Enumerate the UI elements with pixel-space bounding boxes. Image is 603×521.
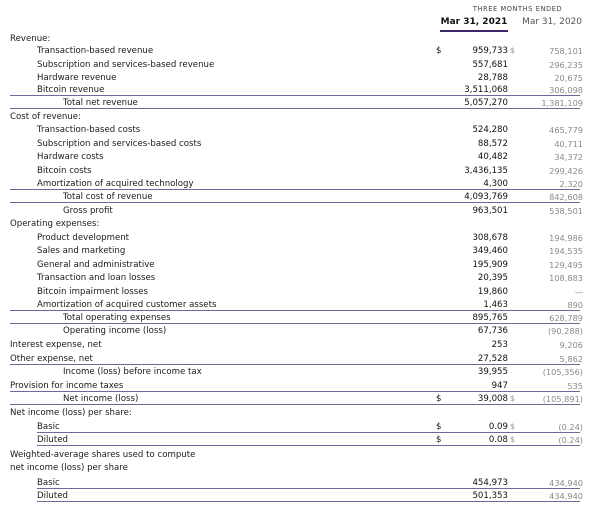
- period-title: THREE MONTHS ENDED: [472, 5, 563, 13]
- row-label: Diluted: [37, 435, 68, 445]
- divider-line: [37, 445, 580, 446]
- row-label: Amortization of acquired customer assets: [37, 300, 217, 310]
- currency-symbol: $: [436, 394, 442, 404]
- value-prior: (90,288): [547, 326, 583, 336]
- value-current: 39,955: [477, 367, 508, 377]
- currency-symbol-prior: $: [510, 422, 516, 431]
- statement-row: [0, 45, 603, 57]
- divider-line: [37, 432, 580, 433]
- row-label: Bitcoin impairment losses: [37, 287, 149, 297]
- statement-row: [0, 59, 603, 71]
- currency-symbol-prior: $: [510, 394, 516, 403]
- statement-row: [0, 449, 603, 461]
- divider-line: [10, 189, 580, 190]
- value-prior: (0.24): [558, 422, 583, 432]
- row-label: Transaction-based costs: [37, 125, 141, 135]
- divider-line: [10, 95, 580, 96]
- row-label: Provision for income taxes: [10, 381, 124, 391]
- value-prior: (0.24): [558, 435, 583, 445]
- value-prior: 434,940: [549, 491, 583, 501]
- statement-row: [0, 151, 603, 163]
- row-label: net income (loss) per share: [10, 463, 128, 473]
- value-prior: (105,891): [542, 394, 583, 404]
- value-current: 0.09: [488, 422, 508, 432]
- row-label: Total net revenue: [63, 98, 138, 108]
- statement-row: [0, 245, 603, 257]
- value-prior: 5,862: [559, 354, 583, 364]
- currency-symbol: $: [436, 435, 442, 445]
- value-current: 28,788: [477, 73, 508, 83]
- row-label: Subscription and services-based costs: [37, 139, 202, 149]
- value-prior: 299,426: [549, 166, 583, 176]
- divider-line: [37, 501, 580, 502]
- row-label: Bitcoin costs: [37, 166, 92, 176]
- row-label: Transaction and loan losses: [37, 273, 156, 283]
- statement-row: [0, 325, 603, 337]
- value-prior: 434,940: [549, 478, 583, 488]
- value-current: 557,681: [472, 60, 508, 70]
- value-current: 5,057,270: [464, 98, 508, 108]
- value-current: 947: [491, 381, 508, 391]
- row-label: Sales and marketing: [37, 246, 126, 256]
- divider-line: [10, 108, 580, 109]
- row-label: Operating income (loss): [63, 326, 167, 336]
- value-prior: 129,495: [549, 260, 583, 270]
- row-label: Other expense, net: [10, 354, 93, 364]
- statement-row: [0, 124, 603, 136]
- statement-row: [0, 462, 603, 474]
- column-header-prior: Mar 31, 2020: [522, 17, 582, 27]
- value-prior: 2,320: [559, 179, 583, 189]
- value-prior: 194,535: [549, 246, 583, 256]
- value-prior: —: [574, 287, 583, 297]
- row-label: Amortization of acquired technology: [37, 179, 194, 189]
- value-current: 501,353: [472, 491, 508, 501]
- row-label: Hardware revenue: [37, 73, 117, 83]
- divider-line: [10, 323, 580, 324]
- currency-symbol: $: [436, 422, 442, 432]
- divider-line: [10, 364, 580, 365]
- value-prior: 108,883: [549, 273, 583, 283]
- value-prior: 758,101: [549, 46, 583, 56]
- value-prior: 535: [567, 381, 583, 391]
- statement-row: [0, 138, 603, 150]
- value-current: 253: [491, 340, 508, 350]
- statement-row: [0, 259, 603, 271]
- row-label: Revenue:: [10, 34, 51, 44]
- statement-row: [0, 165, 603, 177]
- row-label: Total cost of revenue: [63, 192, 153, 202]
- value-current: 4,300: [483, 179, 508, 189]
- row-label: Net income (loss) per share:: [10, 408, 132, 418]
- value-current: 39,008: [477, 394, 508, 404]
- divider-line: [10, 310, 580, 311]
- row-label: Income (loss) before income tax: [63, 367, 202, 377]
- value-prior: 20,675: [554, 73, 583, 83]
- value-current: 88,572: [477, 139, 508, 149]
- statement-row: [0, 339, 603, 351]
- value-current: 3,511,068: [464, 85, 508, 95]
- value-prior: 538,501: [549, 206, 583, 216]
- value-current: 67,736: [477, 326, 508, 336]
- row-label: Subscription and services-based revenue: [37, 60, 215, 70]
- statement-row: [0, 72, 603, 84]
- row-label: General and administrative: [37, 260, 155, 270]
- value-prior: 34,372: [554, 152, 583, 162]
- statement-row: [0, 111, 603, 123]
- statement-row: [0, 218, 603, 230]
- currency-symbol-prior: $: [510, 46, 516, 55]
- value-prior: 40,711: [554, 139, 583, 149]
- row-label: Net income (loss): [63, 394, 139, 404]
- value-current: 895,765: [472, 313, 508, 323]
- row-label: Total operating expenses: [63, 313, 171, 323]
- currency-symbol: $: [436, 46, 442, 56]
- value-current: 454,973: [472, 478, 508, 488]
- row-label: Weighted-average shares used to compute: [10, 450, 196, 460]
- value-prior: 194,986: [549, 233, 583, 243]
- value-prior: (105,356): [542, 367, 583, 377]
- value-current: 27,528: [477, 354, 508, 364]
- divider-line: [10, 391, 580, 392]
- value-current: 524,280: [472, 125, 508, 135]
- value-current: 0.08: [488, 435, 508, 445]
- divider-line: [37, 488, 580, 489]
- currency-symbol-prior: $: [510, 435, 516, 444]
- value-prior: 1,381,109: [541, 98, 583, 108]
- divider-line: [10, 202, 580, 203]
- value-current: 19,860: [477, 287, 508, 297]
- value-current: 1,463: [483, 300, 508, 310]
- statement-row: [0, 205, 603, 217]
- statement-row: [0, 286, 603, 298]
- statement-row: [0, 272, 603, 284]
- value-prior: 465,779: [549, 125, 583, 135]
- value-current: 40,482: [477, 152, 508, 162]
- value-current: 3,436,135: [464, 166, 508, 176]
- row-label: Operating expenses:: [10, 219, 100, 229]
- row-label: Interest expense, net: [10, 340, 102, 350]
- statement-row: [0, 407, 603, 419]
- row-label: Cost of revenue:: [10, 112, 81, 122]
- statement-row: [0, 33, 603, 45]
- row-label: Basic: [37, 478, 60, 488]
- value-current: 349,460: [472, 246, 508, 256]
- column-header-current: Mar 31, 2021: [440, 17, 508, 32]
- row-label: Gross profit: [63, 206, 113, 216]
- value-prior: 296,235: [549, 60, 583, 70]
- value-prior: 890: [567, 300, 583, 310]
- row-label: Basic: [37, 422, 60, 432]
- value-prior: 842,608: [549, 192, 583, 202]
- value-prior: 628,789: [549, 313, 583, 323]
- value-current: 195,909: [472, 260, 508, 270]
- row-label: Diluted: [37, 491, 68, 501]
- value-prior: 306,098: [549, 85, 583, 95]
- statement-row: [0, 232, 603, 244]
- value-prior: 9,206: [559, 340, 583, 350]
- divider-line: [10, 404, 580, 405]
- row-label: Transaction-based revenue: [37, 46, 154, 56]
- value-current: 959,733: [472, 46, 508, 56]
- statement-row: [0, 366, 603, 378]
- value-current: 4,093,769: [464, 192, 508, 202]
- row-label: Hardware costs: [37, 152, 104, 162]
- value-current: 963,501: [472, 206, 508, 216]
- row-label: Bitcoin revenue: [37, 85, 105, 95]
- value-current: 308,678: [472, 233, 508, 243]
- value-current: 20,395: [477, 273, 508, 283]
- row-label: Product development: [37, 233, 130, 243]
